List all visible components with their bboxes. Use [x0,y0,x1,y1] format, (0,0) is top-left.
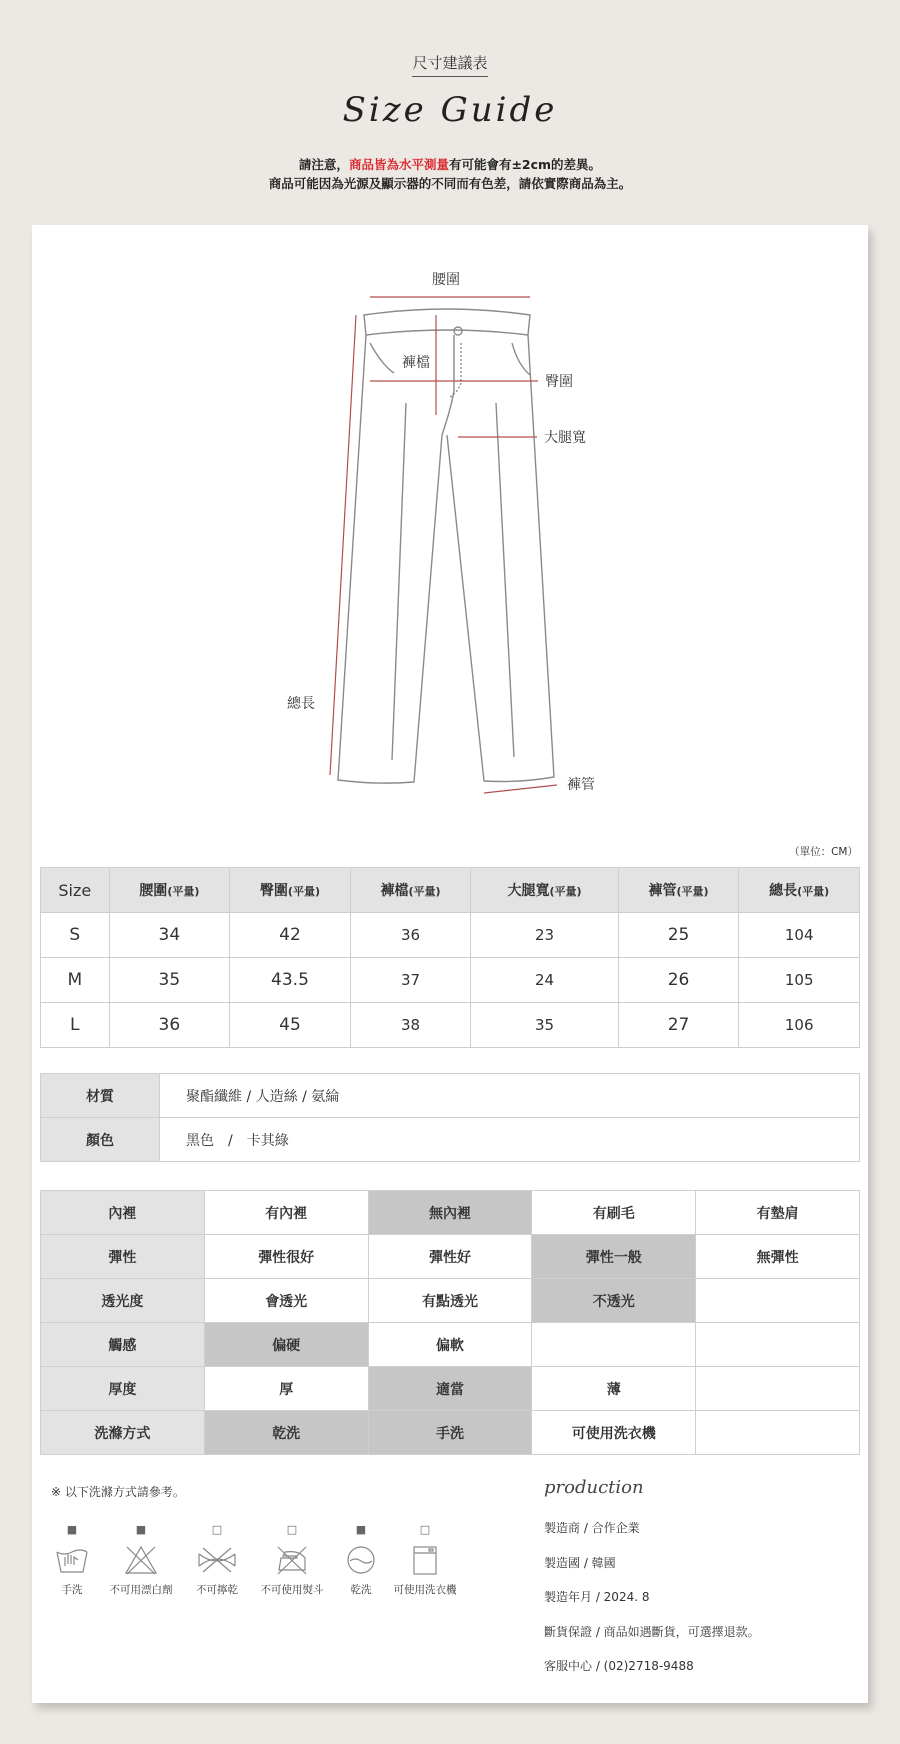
measurement-cell: 38 [350,1003,471,1048]
wash-item-no-wring [177,1522,257,1597]
measurement-header [109,868,230,913]
measurement-cell: 43.5 [230,958,351,1003]
attribute-row [41,1323,860,1367]
header-sub: (平量) [408,885,441,898]
attribute-option: 可使用洗衣機 [532,1411,696,1455]
attribute-option [532,1323,696,1367]
attribute-key: 觸感 [41,1323,205,1367]
measurement-cell: 45 [230,1003,351,1048]
production-title: production [544,1477,644,1498]
header-sub: (平量) [676,885,709,898]
wash-checkbox: □ [419,1523,431,1536]
material-row [41,1074,860,1118]
wash-item-washing-machine [385,1522,465,1597]
measurement-header [618,868,739,913]
size-cell: S [41,913,110,958]
header-sub: (平量) [287,885,320,898]
header-main: Size [58,880,92,900]
measurement-cell: 26 [618,958,739,1003]
measurement-cell: 106 [739,1003,860,1048]
material-key: 材質 [41,1074,160,1118]
header-main: 褲管 [648,883,677,899]
pants-diagram [32,225,868,825]
attribute-option: 無彈性 [696,1235,860,1279]
wash-item-no-bleach [101,1522,181,1597]
unit-note: （單位：CM） [789,846,858,858]
color-key: 顏色 [41,1118,160,1162]
attribute-option: 有點透光 [368,1279,532,1323]
wash-checkbox: ■ [355,1523,367,1536]
wash-item-hand-wash [32,1522,112,1597]
production-guarantee: 斷貨保證 / 商品如遇斷貨，可選擇退款。 [544,1625,760,1639]
header-main: 褲檔 [380,883,409,899]
production-date: 製造年月 / 2024. 8 [544,1590,650,1604]
wash-item-no-iron [252,1522,332,1597]
attribute-option: 薄 [532,1367,696,1411]
attribute-row [41,1367,860,1411]
header-sub: (平量) [167,885,200,898]
measurement-cell: 34 [109,913,230,958]
attribute-option: 厚 [204,1367,368,1411]
measurement-header [350,868,471,913]
measurement-notice [0,155,900,193]
attribute-key: 透光度 [41,1279,205,1323]
measurement-cell: 105 [739,958,860,1003]
pants-illustration [32,225,868,825]
no-wring-icon [197,1544,237,1576]
attribute-key: 彈性 [41,1235,205,1279]
waist-label: 腰圍 [432,272,460,288]
attribute-key: 厚度 [41,1367,205,1411]
measurement-cell: 42 [230,913,351,958]
size-cell: M [41,958,110,1003]
attribute-row [41,1235,860,1279]
washing-note: ※ 以下洗滌方式請參考。 [51,1485,185,1499]
size-table-header-row [41,868,860,913]
header-sub: (平量) [549,885,582,898]
measurement-cell: 36 [350,913,471,958]
color-row [41,1118,860,1162]
attribute-option-selected: 適當 [368,1367,532,1411]
attribute-option-selected: 無內裡 [368,1191,532,1235]
attribute-option: 彈性好 [368,1235,532,1279]
attribute-option: 有內裡 [204,1191,368,1235]
measurement-cell: 27 [618,1003,739,1048]
size-row [41,1003,860,1048]
attribute-option-selected: 不透光 [532,1279,696,1323]
header-main: 大腿寬 [507,883,550,899]
attribute-option-selected: 彈性一般 [532,1235,696,1279]
header-main: 腰圍 [139,883,168,899]
measurement-cell: 25 [618,913,739,958]
no-bleach-icon [124,1544,158,1576]
hip-label: 臀圍 [545,374,573,390]
hand-wash-icon [55,1544,89,1576]
production-country: 製造國 / 韓國 [544,1556,616,1570]
measurement-header [230,868,351,913]
wash-label: 手洗 [61,1584,83,1596]
attribute-option [696,1367,860,1411]
length-label: 總長 [287,696,315,712]
attribute-option-selected: 偏硬 [204,1323,368,1367]
material-table [40,1073,860,1162]
measurement-cell: 35 [109,958,230,1003]
wash-label: 不可用漂白劑 [109,1584,173,1596]
attribute-option: 偏軟 [368,1323,532,1367]
notice-line-2: 商品可能因為光源及顯示器的不同而有色差，請依實際商品為主。 [268,176,632,191]
hem-label: 褲管 [567,777,595,793]
header-main: 總長 [769,883,798,899]
attribute-option [696,1411,860,1455]
measurement-cell: 104 [739,913,860,958]
attribute-option-selected: 手洗 [368,1411,532,1455]
size-table [40,867,860,1048]
measurement-cell: 23 [471,913,618,958]
measurement-cell: 37 [350,958,471,1003]
size-guide-card [32,225,868,1703]
attribute-option: 會透光 [204,1279,368,1323]
attribute-option [696,1323,860,1367]
pre-title [0,52,900,77]
page-title: Size Guide [342,90,558,130]
attribute-row [41,1279,860,1323]
pre-title-text: 尺寸建議表 [412,52,487,77]
attribute-key: 內裡 [41,1191,205,1235]
size-row [41,958,860,1003]
notice-highlight: 商品皆為水平測量 [348,157,449,172]
washing-machine-icon [408,1544,442,1576]
header-main: 臀圍 [259,883,288,899]
thigh-label: 大腿寬 [544,430,586,446]
material-value: 聚酯纖維 / 人造絲 / 氨綸 [160,1074,860,1118]
measurement-header [471,868,618,913]
size-header [41,868,110,913]
measurement-header [739,868,860,913]
measurement-cell: 36 [109,1003,230,1048]
wash-label: 可使用洗衣機 [393,1584,457,1596]
rise-label: 褲檔 [402,355,430,371]
wash-label: 乾洗 [350,1584,372,1596]
production-manufacturer: 製造商 / 合作企業 [544,1521,640,1535]
size-cell: L [41,1003,110,1048]
wash-label: 不可使用熨斗 [260,1584,324,1596]
wash-checkbox: □ [286,1523,298,1536]
wash-checkbox: ■ [135,1523,147,1536]
wash-label: 不可擰乾 [196,1584,238,1596]
attribute-option: 有墊肩 [696,1191,860,1235]
attribute-option-selected: 乾洗 [204,1411,368,1455]
dry-clean-icon [344,1544,378,1576]
wash-checkbox: □ [211,1523,223,1536]
notice-line-1: 請注意，商品皆為水平測量有可能會有±2cm的差異。 [298,157,602,172]
measurement-cell: 35 [471,1003,618,1048]
attribute-row [41,1191,860,1235]
attribute-row [41,1411,860,1455]
no-iron-icon [275,1544,309,1576]
attribute-key: 洗滌方式 [41,1411,205,1455]
attribute-option: 有刷毛 [532,1191,696,1235]
attribute-option: 彈性很好 [204,1235,368,1279]
measurement-cell: 24 [471,958,618,1003]
color-value: 黑色 / 卡其綠 [160,1118,860,1162]
wash-checkbox: ■ [66,1523,78,1536]
size-row [41,913,860,958]
header-sub: (平量) [797,885,830,898]
attributes-table [40,1190,860,1455]
production-service: 客服中心 / (02)2718-9488 [544,1659,694,1673]
attribute-option [696,1279,860,1323]
